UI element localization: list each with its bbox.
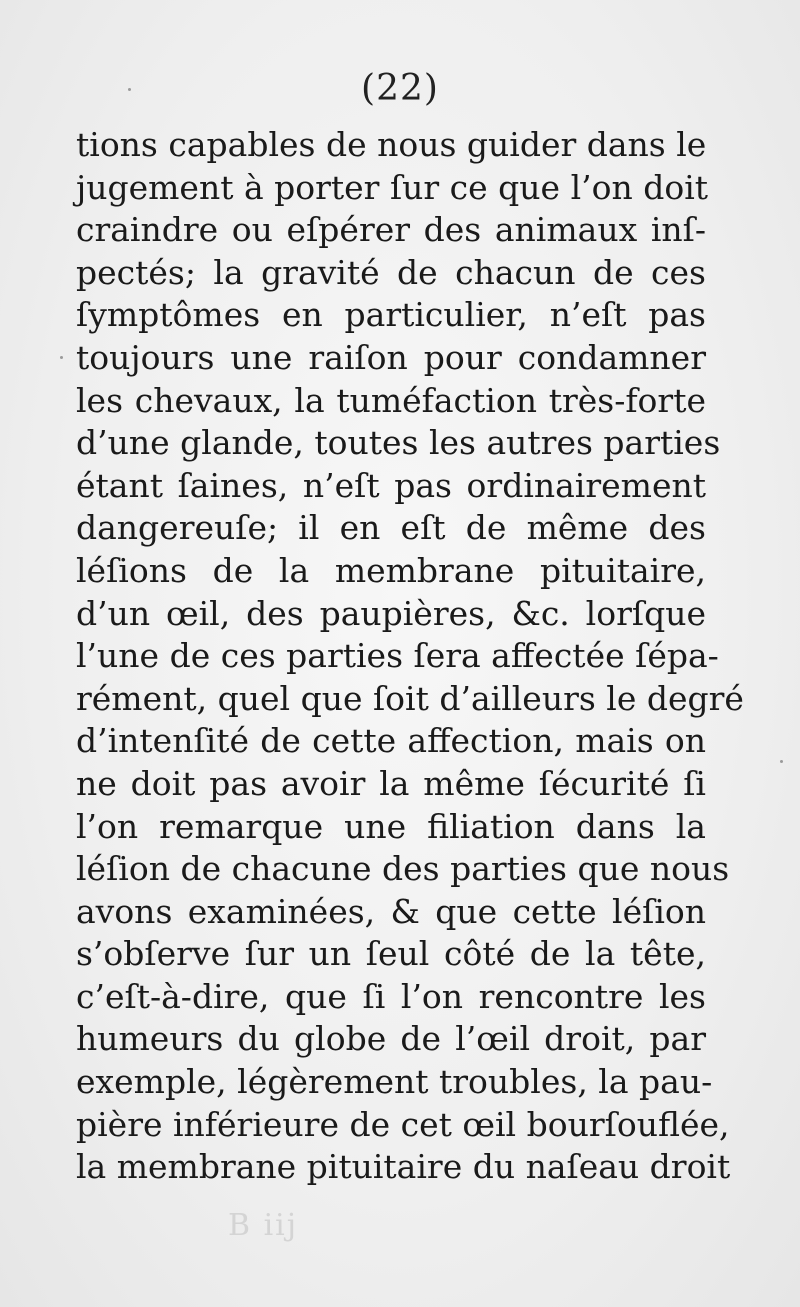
text-line: d’une glande, toutes les autres parties [76,423,721,463]
text-line: ne doit pas avoir la même ſécurité ſi [76,763,706,803]
text-line: d’intenſité de cette affection, mais on [76,721,706,761]
text-line: léſion de chacune des parties que nous [76,849,730,889]
signature-mark: B iij [228,1208,299,1243]
paper-speck [60,356,63,359]
text-line: d’un œil, des paupières, &c. lorſque [76,593,706,633]
text-line: l’une de ces parties ſera affectée ſépa- [76,636,719,676]
text-line: ſymptômes en particulier, n’eſt pas [76,295,706,335]
text-line: avons examinées, & que cette léſion [76,891,706,931]
text-line: exemple, légèrement troubles, la pau- [76,1062,713,1102]
text-line: toujours une raiſon pour condamner [76,337,706,377]
text-line: dangereuſe; il en eſt de même des [76,508,706,548]
text-line: l’on remarque une filiation dans la [76,806,706,846]
text-line: humeurs du globe de l’œil droit, par [76,1019,706,1059]
text-line: la membrane pituitaire du naſeau droit [76,1147,731,1187]
text-line: jugement à porter ſur ce que l’on doit [76,167,709,207]
text-line: c’eſt-à-dire, que ſi l’on rencontre les [76,976,706,1016]
body-text [76,124,744,1189]
page-number: (22) [361,68,439,109]
text-line: pectés; la gravité de chacun de ces [76,252,706,292]
text-line: pière inférieure de cet œil bourſouflée, [76,1104,730,1144]
text-line: s’obſerve ſur un ſeul côté de la tête, [76,934,706,974]
text-line: craindre ou eſpérer des animaux inſ- [76,210,706,250]
text-line: les chevaux, la tuméfaction très-forte [76,380,706,420]
text-line: tions capables de nous guider dans le [76,125,707,164]
paper-speck [128,88,131,91]
text-line: rément, quel que ſoit d’ailleurs le degré [76,678,744,718]
text-line: léſions de la membrane pituitaire, [76,550,706,590]
paper-speck [780,760,783,763]
text-line: étant ſaines, n’eſt pas ordinairement [76,465,706,505]
